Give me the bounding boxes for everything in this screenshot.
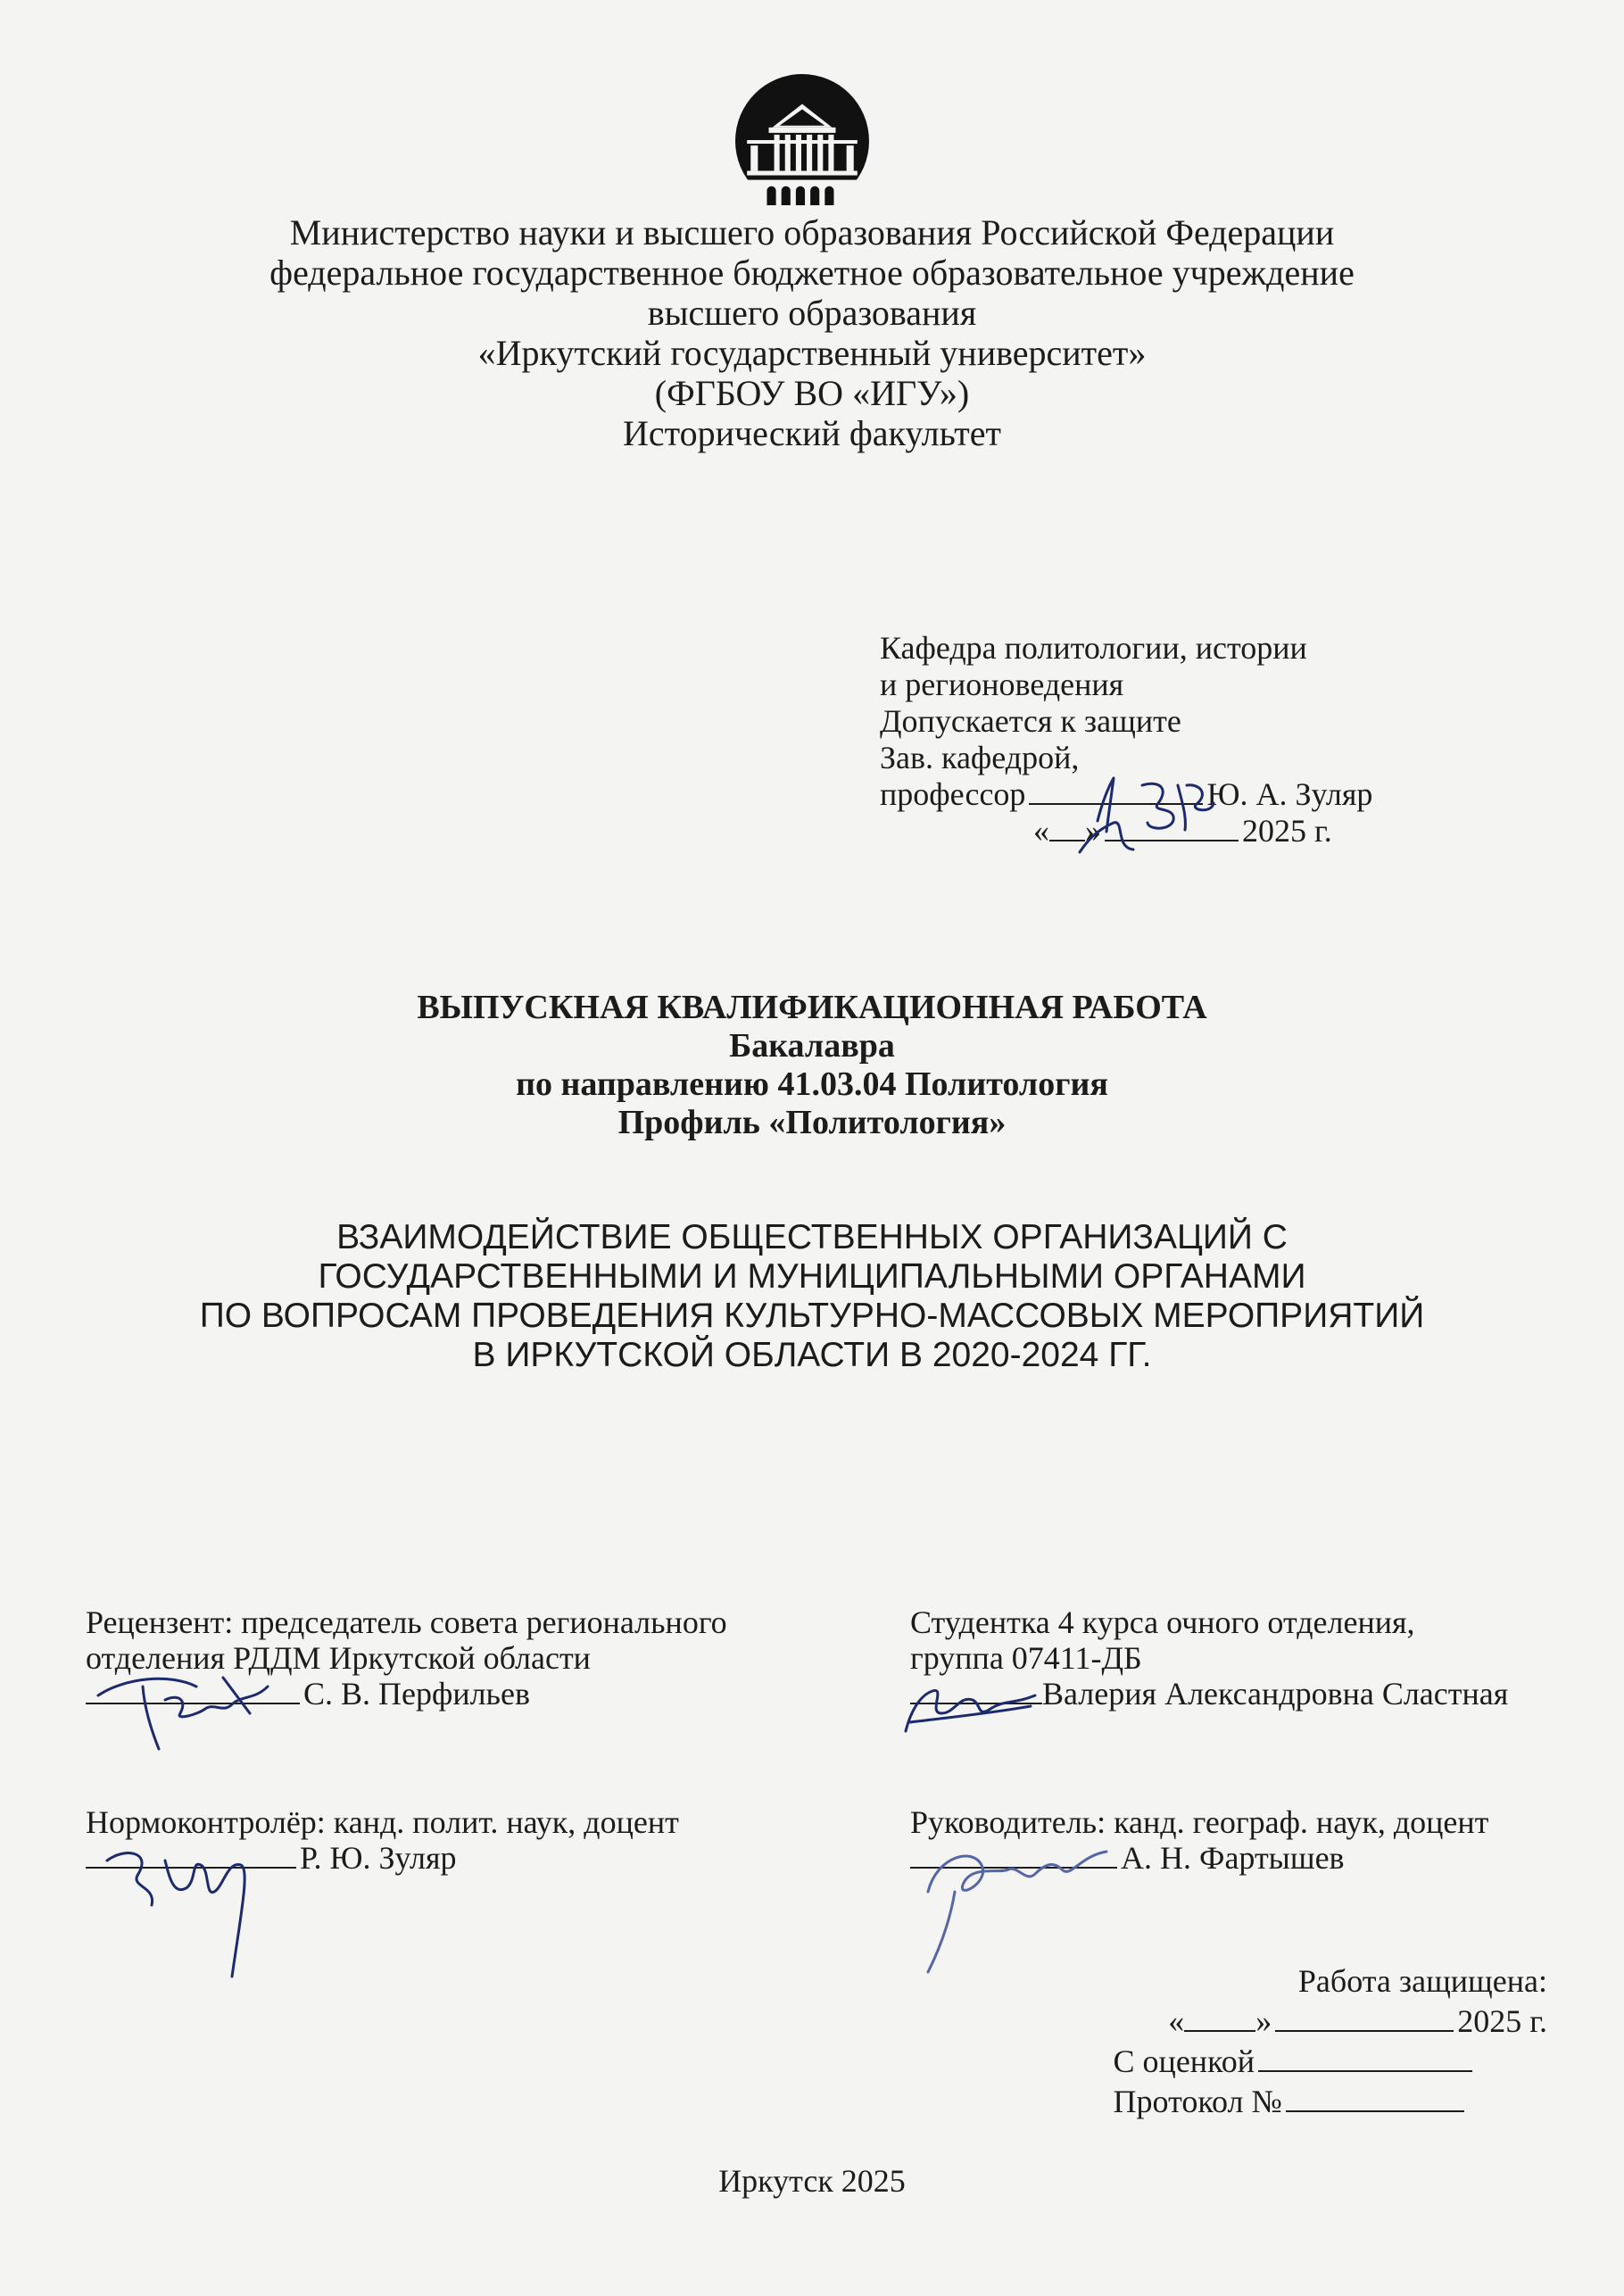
defense-year: 2025 г. (1457, 2003, 1547, 2039)
work-degree: Бакалавра (729, 1027, 895, 1065)
approval-date-line: « » 2025 г. (1033, 813, 1332, 849)
topic-line: ВЗАИМОДЕЙСТВИЕ ОБЩЕСТВЕННЫХ ОРГАНИЗАЦИЙ С (336, 1218, 1288, 1256)
supervisor-signature-icon (901, 1820, 1133, 1981)
header-line: Министерство науки и высшего образования Российской Федерации (289, 212, 1335, 253)
header-line: высшего образования (647, 293, 977, 333)
defense-date-line: « » 2025 г. (1168, 2003, 1547, 2039)
university-logo-icon (734, 73, 870, 209)
ministry-header (0, 212, 1624, 453)
grade-label: С оценкой (1113, 2043, 1255, 2079)
reviewer-title: Рецензент: председатель совета регионального (86, 1604, 727, 1640)
approval-year: 2025 г. (1242, 813, 1332, 849)
supervisor-title: Руководитель: канд. географ. наук, доцент (910, 1804, 1489, 1840)
header-line: федеральное государственное бюджетное образовательное учреждение (269, 253, 1355, 293)
work-profile: Профиль «Политология» (617, 1104, 1007, 1141)
topic-line: ПО ВОПРОСАМ ПРОВЕДЕНИЯ КУЛЬТУРНО-МАССОВЫХ МЕРОПРИЯТИЙ (199, 1297, 1425, 1335)
defense-title: Работа защищена: (1297, 1963, 1547, 1999)
defense-grade-line (1114, 2042, 1476, 2082)
work-type: ВЫПУСКНАЯ КВАЛИФИКАЦИОННАЯ РАБОТА (417, 989, 1207, 1026)
student-signature-icon (892, 1669, 1044, 1740)
work-direction: по направлению 41.03.04 Политология (516, 1065, 1108, 1103)
normcontrol-name: Р. Ю. Зуляр (300, 1840, 457, 1876)
thesis-topic (0, 1218, 1624, 1375)
head-line: Зав. кафедрой, (880, 740, 1080, 775)
header-line: «Иркутский государственный университет» (477, 333, 1147, 373)
work-type-block (0, 989, 1624, 1142)
reviewer-name: С. В. Перфильев (303, 1676, 530, 1712)
student-name: Валерия Александровна Сластная (1042, 1676, 1509, 1712)
header-line: (ФГБОУ ВО «ИГУ») (654, 373, 970, 413)
defense-block (1114, 1961, 1547, 2122)
normcontrol-title: Нормоконтролёр: канд. полит. наук, доцент (86, 1804, 679, 1840)
supervisor-name: А. Н. Фартышев (1121, 1840, 1345, 1876)
normcontrol-signature-icon (89, 1825, 286, 1985)
city-year: Иркутск 2025 (718, 2163, 906, 2199)
department-line: и регионоведения (880, 667, 1124, 702)
reviewer-signature-icon (89, 1660, 286, 1758)
topic-line: В ИРКУТСКОЙ ОБЛАСТИ В 2020-2024 ГГ. (472, 1336, 1152, 1374)
header-line: Исторический факультет (622, 413, 1002, 453)
head-name: Ю. А. Зуляр (1206, 776, 1373, 812)
student-course: Студентка 4 курса очного отделения, (910, 1604, 1415, 1640)
topic-line: ГОСУДАРСТВЕННЫМИ И МУНИЦИПАЛЬНЫМИ ОРГАНАМИ (318, 1257, 1306, 1296)
head-signature-icon (1062, 767, 1222, 857)
head-position: профессор (880, 776, 1026, 812)
protocol-label: Протокол № (1113, 2084, 1282, 2119)
defense-protocol-line (1114, 2082, 1476, 2122)
student-group: группа 07411-ДБ (910, 1640, 1142, 1676)
department-line: Кафедра политологии, истории (880, 630, 1307, 666)
admission-line: Допускается к защите (880, 703, 1181, 739)
reviewer-org: отделения РДДМ Иркутской области (86, 1640, 591, 1676)
